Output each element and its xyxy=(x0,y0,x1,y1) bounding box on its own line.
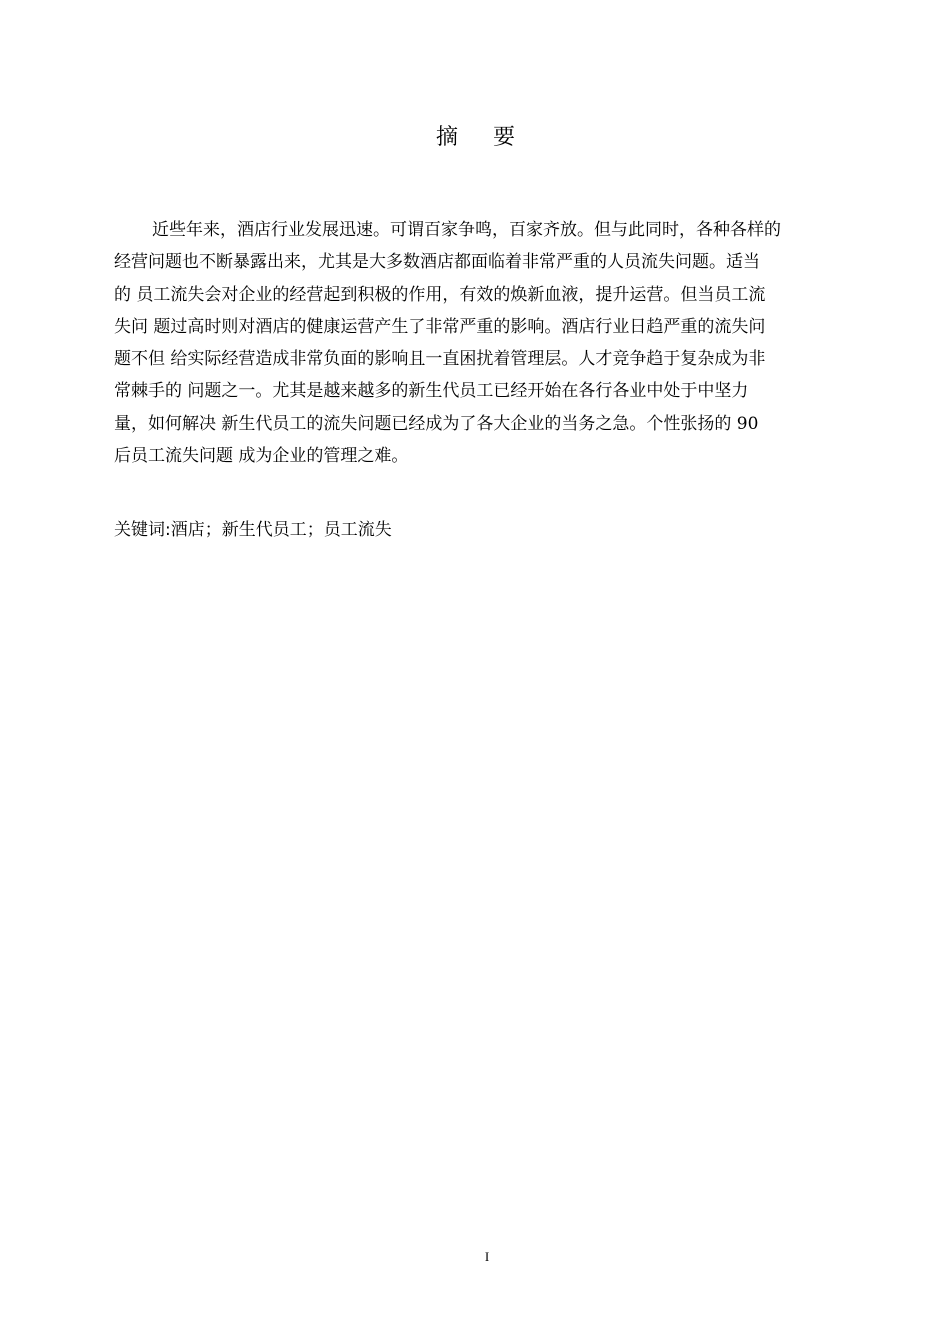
abstract-line: 题不但 给实际经营造成非常负面的影响且一直困扰着管理层。人才竞争趋于复杂成为非 xyxy=(114,349,766,370)
abstract-body xyxy=(114,214,851,472)
abstract-line: 量，如何解决 新生代员工的流失问题已经成为了各大企业的当务之急。个性张扬的 90 xyxy=(114,413,759,434)
abstract-line: 失问 题过高时则对酒店的健康运营产生了非常严重的影响。酒店行业日趋严重的流失问 xyxy=(114,316,766,337)
abstract-line: 常棘手的 问题之一。尤其是越来越多的新生代员工已经开始在各行各业中处于中坚力 xyxy=(114,381,749,402)
abstract-line: 近些年来，酒店行业发展迅速。可谓百家争鸣，百家齐放。但与此同时，各种各样的 xyxy=(152,220,781,240)
abstract-line: 后员工流失问题 成为企业的管理之难。 xyxy=(114,446,409,467)
keywords-value: 酒店；新生代员工；员工流失 xyxy=(170,520,392,540)
page-number: I xyxy=(484,1249,490,1264)
keywords-label: 关键词: xyxy=(114,520,171,540)
keywords-line xyxy=(114,516,392,544)
page-title: 摘 要 xyxy=(436,125,529,150)
abstract-line: 的 员工流失会对企业的经营起到积极的作用，有效的焕新血液，提升运营。但当员工流 xyxy=(114,284,766,305)
abstract-line: 经营问题也不断暴露出来，尤其是大多数酒店都面临着非常严重的人员流失问题。适当 xyxy=(114,252,760,273)
